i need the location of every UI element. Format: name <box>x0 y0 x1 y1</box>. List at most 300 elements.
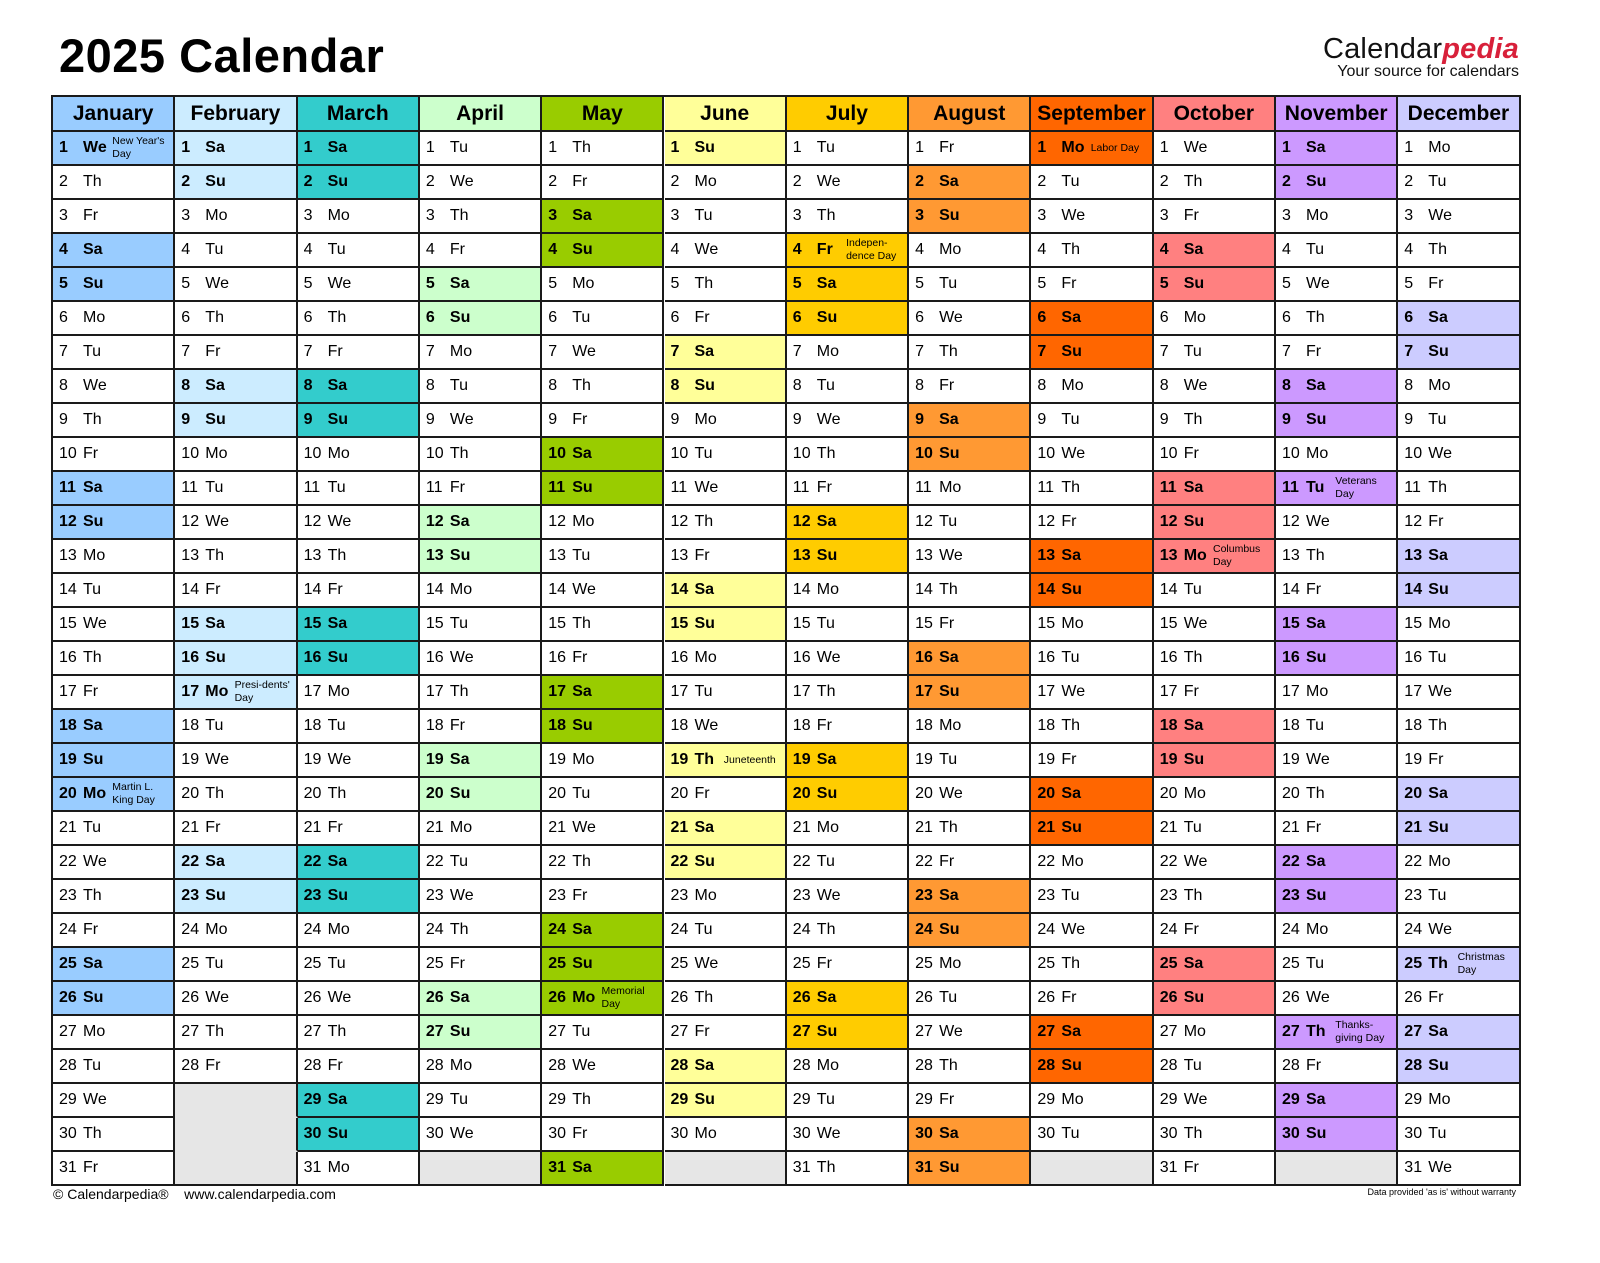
day-cell <box>787 1152 909 1186</box>
weekday-label: Th <box>83 1125 102 1142</box>
weekday-label: We <box>1183 853 1208 870</box>
month-column-december <box>1398 97 1520 1186</box>
weekday-label: We <box>449 1125 474 1142</box>
day-number: 31 <box>1404 1159 1423 1176</box>
day-number: 6 <box>670 309 680 326</box>
day-number: 18 <box>425 717 444 734</box>
empty-day-cell <box>665 1152 787 1186</box>
day-cell <box>420 268 542 302</box>
day-number: 24 <box>792 921 811 938</box>
day-cell <box>909 506 1031 540</box>
day-number: 1 <box>1037 139 1047 156</box>
day-cell <box>1154 880 1276 914</box>
weekday-label: Mo <box>816 1057 840 1074</box>
weekday-label: Mo <box>1428 1091 1451 1108</box>
day-number: 21 <box>1282 819 1300 836</box>
day-cell <box>787 336 909 370</box>
weekday-label: We <box>816 887 841 904</box>
day-cell <box>1154 404 1276 438</box>
day-cell <box>1276 948 1398 982</box>
day-number: 4 <box>670 241 680 258</box>
day-number: 28 <box>1159 1057 1178 1074</box>
weekday-label: Sa <box>816 513 837 530</box>
weekday-label: Fr <box>449 955 465 972</box>
weekday-label: Fr <box>83 445 99 462</box>
day-cell <box>1031 200 1153 234</box>
weekday-label: Mo <box>205 207 228 224</box>
day-cell <box>298 1016 420 1050</box>
weekday-label: Fr <box>1061 751 1077 768</box>
day-number: 31 <box>303 1159 322 1176</box>
day-number: 25 <box>425 955 444 972</box>
day-number: 3 <box>670 207 680 224</box>
month-column-march <box>298 97 420 1186</box>
day-cell <box>1398 880 1520 914</box>
day-cell <box>298 234 420 268</box>
website-link[interactable]: www.calendarpedia.com <box>184 1186 336 1202</box>
day-cell <box>298 200 420 234</box>
weekday-label: Th <box>1428 717 1447 734</box>
day-cell <box>909 166 1031 200</box>
weekday-label: We <box>572 1057 596 1074</box>
day-number: 22 <box>670 853 689 870</box>
day-number: 30 <box>1037 1125 1056 1142</box>
holiday-label: Christmas Day <box>1457 951 1505 976</box>
weekday-label: Su <box>83 275 104 292</box>
month-column-september <box>1031 97 1153 1186</box>
day-number: 3 <box>1404 207 1414 224</box>
day-number: 21 <box>303 819 322 836</box>
weekday-label: We <box>1428 921 1453 938</box>
day-number: 27 <box>670 1023 689 1040</box>
day-cell <box>1276 404 1398 438</box>
day-number: 15 <box>1404 615 1423 632</box>
weekday-label: Th <box>939 1057 958 1074</box>
day-cell <box>175 370 297 404</box>
weekday-label: Su <box>1061 819 1082 836</box>
weekday-label: Su <box>449 309 471 326</box>
day-number: 29 <box>670 1091 689 1108</box>
day-number: 5 <box>181 275 191 292</box>
weekday-label: Tu <box>1183 581 1202 598</box>
day-cell <box>175 234 297 268</box>
weekday-label: Tu <box>939 751 958 768</box>
day-cell <box>420 506 542 540</box>
weekday-label: Mo <box>1183 547 1207 564</box>
weekday-label: Sa <box>1428 547 1448 564</box>
day-number: 28 <box>915 1057 933 1074</box>
day-cell <box>909 1118 1031 1152</box>
day-cell <box>53 166 175 200</box>
day-number: 5 <box>1159 275 1169 292</box>
day-cell <box>665 608 787 642</box>
day-cell <box>909 370 1031 404</box>
day-number: 11 <box>181 479 198 496</box>
day-number: 25 <box>1282 955 1300 972</box>
day-number: 23 <box>1037 887 1056 904</box>
day-number: 18 <box>181 717 200 734</box>
day-number: 30 <box>548 1125 566 1142</box>
day-number: 16 <box>792 649 811 666</box>
holiday-day-cell <box>53 778 175 812</box>
day-number: 27 <box>548 1023 566 1040</box>
day-number: 15 <box>303 615 322 632</box>
day-number: 2 <box>303 173 313 190</box>
day-cell <box>665 1016 787 1050</box>
weekday-label: Sa <box>205 377 225 394</box>
month-column-november <box>1276 97 1398 1186</box>
day-cell <box>1276 268 1398 302</box>
day-number: 5 <box>915 275 924 292</box>
day-number: 15 <box>670 615 689 632</box>
day-cell <box>1276 166 1398 200</box>
day-cell <box>542 472 664 506</box>
weekday-label: Fr <box>449 241 465 258</box>
day-number: 7 <box>1037 343 1047 360</box>
day-number: 18 <box>1159 717 1178 734</box>
weekday-label: Fr <box>694 309 710 326</box>
weekday-label: Tu <box>83 581 102 598</box>
weekday-label: We <box>449 887 474 904</box>
weekday-label: Fr <box>939 139 955 156</box>
weekday-label: Mo <box>449 343 473 360</box>
weekday-label: We <box>205 275 230 292</box>
day-number: 3 <box>303 207 313 224</box>
day-number: 28 <box>1404 1057 1423 1074</box>
weekday-label: Fr <box>939 853 955 870</box>
day-number: 2 <box>915 173 924 190</box>
day-number: 1 <box>181 139 191 156</box>
day-number: 12 <box>1037 513 1056 530</box>
day-cell <box>175 880 297 914</box>
day-number: 12 <box>1159 513 1178 530</box>
day-number: 10 <box>1037 445 1056 462</box>
copyright-text: © Calendarpedia® <box>53 1186 169 1202</box>
day-cell <box>298 676 420 710</box>
day-cell <box>665 1118 787 1152</box>
day-cell <box>1031 370 1153 404</box>
month-header: January <box>53 97 175 132</box>
holiday-label: Veterans Day <box>1335 475 1377 500</box>
day-cell <box>665 880 787 914</box>
weekday-label: We <box>449 411 474 428</box>
day-cell <box>787 268 909 302</box>
weekday-label: Mo <box>572 989 596 1006</box>
day-cell <box>298 506 420 540</box>
day-number: 11 <box>1159 479 1177 496</box>
weekday-label: Th <box>1306 1023 1326 1040</box>
holiday-day-cell <box>1031 132 1153 166</box>
weekday-label: Tu <box>1428 649 1447 666</box>
weekday-label: We <box>327 513 352 530</box>
day-number: 26 <box>303 989 322 1006</box>
day-cell <box>1276 846 1398 880</box>
day-number: 29 <box>1159 1091 1178 1108</box>
weekday-label: Fr <box>205 819 221 836</box>
day-number: 11 <box>1404 479 1421 496</box>
day-number: 10 <box>425 445 444 462</box>
day-number: 27 <box>915 1023 933 1040</box>
weekday-label: Fr <box>1306 819 1322 836</box>
day-cell <box>53 982 175 1016</box>
day-cell <box>542 778 664 812</box>
empty-day-cell <box>1031 1152 1153 1186</box>
day-cell <box>298 1084 420 1118</box>
day-cell <box>175 642 297 676</box>
weekday-label: Th <box>83 649 102 666</box>
day-cell <box>787 1118 909 1152</box>
day-number: 23 <box>59 887 77 904</box>
day-number: 5 <box>425 275 435 292</box>
day-cell <box>1031 404 1153 438</box>
weekday-label: We <box>1428 683 1453 700</box>
day-cell <box>542 812 664 846</box>
weekday-label: Fr <box>327 581 343 598</box>
day-cell <box>542 370 664 404</box>
weekday-label: Su <box>327 411 349 428</box>
weekday-label: Tu <box>1061 887 1080 904</box>
month-header: December <box>1398 97 1520 132</box>
day-number: 20 <box>792 785 811 802</box>
day-number: 13 <box>548 547 566 564</box>
day-cell <box>909 268 1031 302</box>
day-cell <box>542 744 664 778</box>
day-cell <box>175 302 297 336</box>
day-cell <box>420 948 542 982</box>
holiday-day-cell <box>1154 540 1276 574</box>
weekday-label: Su <box>83 751 104 768</box>
day-number: 22 <box>1282 853 1300 870</box>
weekday-label: Fr <box>1061 989 1077 1006</box>
day-cell <box>1154 778 1276 812</box>
weekday-label: We <box>1428 1159 1453 1176</box>
weekday-label: Th <box>572 853 591 870</box>
weekday-label: Th <box>83 411 102 428</box>
weekday-label: Tu <box>83 343 102 360</box>
day-number: 25 <box>59 955 77 972</box>
day-cell <box>1154 710 1276 744</box>
day-number: 1 <box>303 139 313 156</box>
day-number: 10 <box>303 445 322 462</box>
day-number: 21 <box>1404 819 1423 836</box>
day-cell <box>542 1084 664 1118</box>
day-number: 14 <box>1404 581 1423 598</box>
day-cell <box>298 744 420 778</box>
day-cell <box>665 812 787 846</box>
day-number: 8 <box>1282 377 1291 394</box>
day-number: 16 <box>303 649 322 666</box>
day-number: 3 <box>548 207 558 224</box>
weekday-label: Sa <box>1061 547 1081 564</box>
weekday-label: Sa <box>327 139 348 156</box>
weekday-label: Sa <box>939 887 959 904</box>
day-number: 24 <box>670 921 689 938</box>
weekday-label: Th <box>205 1023 224 1040</box>
brand-logo[interactable] <box>1323 34 1519 80</box>
day-number: 3 <box>181 207 191 224</box>
day-number: 17 <box>1282 683 1300 700</box>
weekday-label: Fr <box>1061 513 1077 530</box>
weekday-label: Th <box>572 377 591 394</box>
day-number: 27 <box>59 1023 77 1040</box>
day-number: 28 <box>425 1057 444 1074</box>
weekday-label: Tu <box>83 819 102 836</box>
day-number: 10 <box>670 445 689 462</box>
day-number: 22 <box>792 853 811 870</box>
day-cell <box>175 472 297 506</box>
weekday-label: Sa <box>327 1091 348 1108</box>
weekday-label: Fr <box>1183 921 1199 938</box>
day-number: 8 <box>1037 377 1047 394</box>
day-cell <box>1154 302 1276 336</box>
day-number: 24 <box>1159 921 1178 938</box>
day-cell <box>1154 472 1276 506</box>
day-cell <box>175 778 297 812</box>
day-cell <box>665 166 787 200</box>
month-column-february <box>175 97 297 1186</box>
day-number: 6 <box>1159 309 1169 326</box>
weekday-label: Mo <box>1061 1091 1084 1108</box>
day-cell <box>909 132 1031 166</box>
weekday-label: Th <box>1428 955 1448 972</box>
day-number: 17 <box>59 683 77 700</box>
day-number: 17 <box>1037 683 1056 700</box>
weekday-label: Mo <box>572 513 595 530</box>
weekday-label: Fr <box>83 1159 99 1176</box>
day-number: 27 <box>1037 1023 1056 1040</box>
day-number: 22 <box>548 853 566 870</box>
day-number: 7 <box>303 343 313 360</box>
day-number: 19 <box>59 751 77 768</box>
weekday-label: Su <box>939 207 960 224</box>
day-cell <box>1031 948 1153 982</box>
weekday-label: Tu <box>327 717 346 734</box>
day-number: 20 <box>425 785 444 802</box>
day-cell <box>420 710 542 744</box>
day-cell <box>53 370 175 404</box>
day-cell <box>1154 948 1276 982</box>
day-cell <box>1276 744 1398 778</box>
weekday-label: Th <box>83 173 102 190</box>
day-number: 12 <box>425 513 444 530</box>
day-cell <box>1154 1118 1276 1152</box>
day-cell <box>1276 336 1398 370</box>
day-number: 8 <box>1404 377 1414 394</box>
day-cell <box>1398 914 1520 948</box>
day-number: 6 <box>425 309 435 326</box>
day-cell <box>420 166 542 200</box>
weekday-label: Sa <box>1306 377 1326 394</box>
day-cell <box>542 710 664 744</box>
day-number: 9 <box>303 411 313 428</box>
day-number: 25 <box>548 955 566 972</box>
day-cell <box>787 642 909 676</box>
day-number: 23 <box>1282 887 1300 904</box>
weekday-label: Th <box>1306 309 1325 326</box>
day-number: 16 <box>915 649 933 666</box>
day-number: 16 <box>425 649 444 666</box>
day-number: 6 <box>792 309 802 326</box>
weekday-label: Fr <box>1183 1159 1199 1176</box>
day-cell <box>909 540 1031 574</box>
day-number: 13 <box>303 547 322 564</box>
day-number: 15 <box>181 615 200 632</box>
day-number: 10 <box>1282 445 1300 462</box>
weekday-label: Sa <box>1428 1023 1448 1040</box>
day-cell <box>420 540 542 574</box>
day-number: 20 <box>1037 785 1056 802</box>
day-cell <box>542 676 664 710</box>
day-number: 20 <box>670 785 689 802</box>
day-number: 2 <box>1282 173 1291 190</box>
day-cell <box>1398 778 1520 812</box>
weekday-label: Tu <box>1306 479 1325 496</box>
day-number: 21 <box>548 819 566 836</box>
weekday-label: Th <box>816 207 836 224</box>
day-number: 2 <box>1404 173 1414 190</box>
day-number: 21 <box>670 819 689 836</box>
day-number: 4 <box>59 241 68 258</box>
day-number: 11 <box>425 479 443 496</box>
day-number: 14 <box>670 581 689 598</box>
holiday-day-cell <box>53 132 175 166</box>
day-number: 14 <box>303 581 322 598</box>
day-number: 29 <box>59 1091 77 1108</box>
day-cell <box>175 846 297 880</box>
day-cell <box>1398 812 1520 846</box>
day-number: 31 <box>548 1159 566 1176</box>
day-number: 14 <box>181 581 200 598</box>
day-cell <box>1031 710 1153 744</box>
day-cell <box>1031 642 1153 676</box>
empty-day-cell <box>1276 1152 1398 1186</box>
weekday-label: Tu <box>1061 173 1080 190</box>
weekday-label: Su <box>1183 989 1205 1006</box>
day-number: 25 <box>670 955 689 972</box>
day-number: 13 <box>1404 547 1423 564</box>
day-cell <box>1031 336 1153 370</box>
day-cell <box>1398 200 1520 234</box>
weekday-label: Tu <box>816 615 835 632</box>
day-cell <box>1154 914 1276 948</box>
weekday-label: Sa <box>572 207 592 224</box>
day-number: 29 <box>792 1091 811 1108</box>
day-number: 25 <box>1404 955 1423 972</box>
day-cell <box>1154 982 1276 1016</box>
day-number: 1 <box>425 139 435 156</box>
weekday-label: Th <box>1183 649 1203 666</box>
weekday-label: Fr <box>939 377 955 394</box>
day-number: 26 <box>1159 989 1178 1006</box>
weekday-label: Th <box>939 343 958 360</box>
day-cell <box>1276 200 1398 234</box>
day-number: 19 <box>1159 751 1178 768</box>
weekday-label: Fr <box>205 343 221 360</box>
day-cell <box>175 812 297 846</box>
weekday-label: Sa <box>83 955 103 972</box>
day-number: 19 <box>1037 751 1056 768</box>
weekday-label: Fr <box>1428 275 1444 292</box>
day-cell <box>665 948 787 982</box>
weekday-label: We <box>694 955 719 972</box>
weekday-label: We <box>1183 377 1208 394</box>
day-cell <box>665 132 787 166</box>
day-cell <box>175 336 297 370</box>
day-number: 20 <box>303 785 322 802</box>
day-cell <box>1154 608 1276 642</box>
weekday-label: We <box>83 853 107 870</box>
weekday-label: Tu <box>1428 411 1447 428</box>
